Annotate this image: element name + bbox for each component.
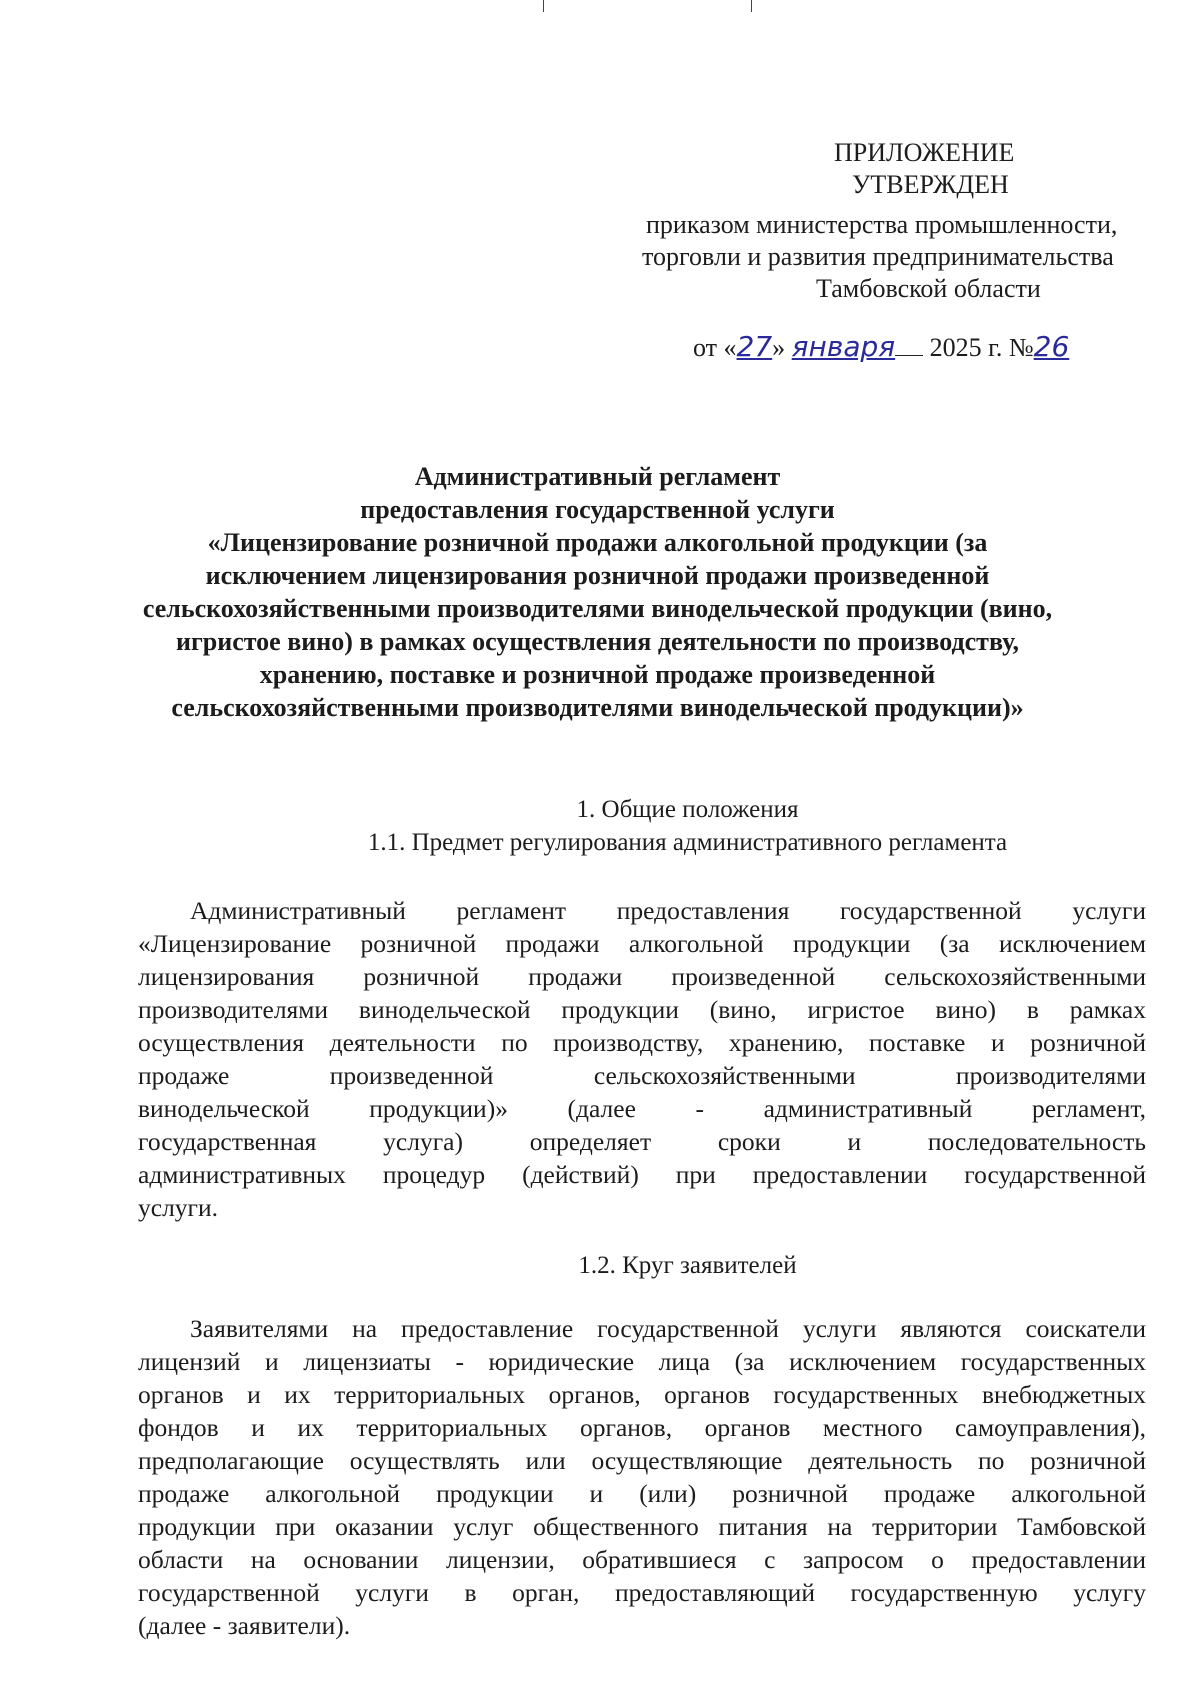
title-line: «Лицензирование розничной продажи алкогольной продукции (за xyxy=(207,528,988,557)
paragraph-line: продукции при оказании услуг общественного питания на территории Тамбовской xyxy=(138,1512,1146,1541)
paragraph-line: государственная услуга) определяет сроки и последовательность xyxy=(138,1127,1146,1156)
document-title xyxy=(60,460,1135,724)
section-1-1-paragraph xyxy=(138,894,1146,1224)
scan-edge-mark xyxy=(751,0,752,12)
section-1-2-heading: 1.2. Круг заявителей xyxy=(578,1252,797,1279)
scan-edge-mark xyxy=(543,0,544,12)
blank-line xyxy=(895,355,923,356)
section-1-1-heading: 1.1. Предмет регулирования административного регламента xyxy=(367,829,1008,856)
paragraph-line: административных процедур (действий) при предоставлении государственной xyxy=(138,1160,1146,1189)
title-line: сельскохозяйственными производителями винодельческой продукции)» xyxy=(171,693,1024,722)
order-quote-close: » xyxy=(772,333,786,362)
approval-authority-line: приказом министерства промышленности, xyxy=(646,210,1118,239)
paragraph-line: производителями винодельческой продукции (вино, игристое вино) в рамках xyxy=(138,995,1146,1024)
paragraph-line: «Лицензирование розничной продажи алкогольной продукции (за исключением xyxy=(138,929,1146,958)
paragraph-line: осуществления деятельности по производству, хранению, поставке и розничной xyxy=(138,1028,1146,1057)
paragraph-line: продаже алкогольной продукции и (или) розничной продаже алкогольной xyxy=(138,1479,1146,1508)
paragraph-line: фондов и их территориальных органов, органов местного самоуправления), xyxy=(138,1413,1146,1442)
handwritten-day: 27 xyxy=(736,330,773,363)
title-line: игристое вино) в рамках осуществления деятельности по производству, xyxy=(175,627,1020,656)
section-1-heading: 1. Общие положения xyxy=(576,796,799,823)
appendix-label: ПРИЛОЖЕНИЕ xyxy=(834,138,1015,167)
section-1-2-paragraph xyxy=(138,1312,1146,1642)
paragraph-line: услуги. xyxy=(138,1193,219,1222)
paragraph-line: лицензий и лицензиаты - юридические лица (за исключением государственных xyxy=(138,1347,1146,1376)
handwritten-order-number: 26 xyxy=(1033,330,1070,363)
title-line: исключением лицензирования розничной продажи произведенной xyxy=(205,561,990,590)
order-year-number-label: 2025 г. № xyxy=(929,333,1034,362)
approval-authority-line: Тамбовской области xyxy=(816,274,1041,303)
paragraph-line: Административный регламент предоставления государственной услуги xyxy=(190,896,1146,925)
paragraph-line: лицензирования розничной продажи произведенной сельскохозяйственными xyxy=(138,962,1146,991)
paragraph-line: органов и их территориальных органов, органов государственных внебюджетных xyxy=(138,1380,1146,1409)
paragraph-line: (далее - заявители). xyxy=(138,1611,351,1640)
paragraph-line: предполагающие осуществлять или осуществляющие деятельность по розничной xyxy=(138,1446,1146,1475)
title-line: сельскохозяйственными производителями винодельческой продукции (вино, xyxy=(142,594,1053,623)
title-line: хранению, поставке и розничной продаже произведенной xyxy=(259,660,936,689)
approved-label: УТВЕРЖДЕН xyxy=(852,170,1009,199)
paragraph-line: Заявителями на предоставление государственной услуги являются соискатели xyxy=(190,1314,1146,1343)
title-line: предоставления государственной услуги xyxy=(360,495,835,524)
order-date-line xyxy=(693,330,1069,363)
paragraph-line: продаже произведенной сельскохозяйственными производителями xyxy=(138,1061,1146,1090)
paragraph-line: государственной услуги в орган, предоставляющий государственную услугу xyxy=(138,1578,1146,1607)
approval-authority-line: торговли и развития предпринимательства xyxy=(642,242,1114,271)
paragraph-line: области на основании лицензии, обратившиеся с запросом о предоставлении xyxy=(138,1545,1146,1574)
title-line: Административный регламент xyxy=(414,462,781,491)
paragraph-line: винодельческой продукции)» (далее - административный регламент, xyxy=(138,1094,1146,1123)
handwritten-month: января xyxy=(791,330,896,363)
order-prefix: от « xyxy=(693,333,737,362)
